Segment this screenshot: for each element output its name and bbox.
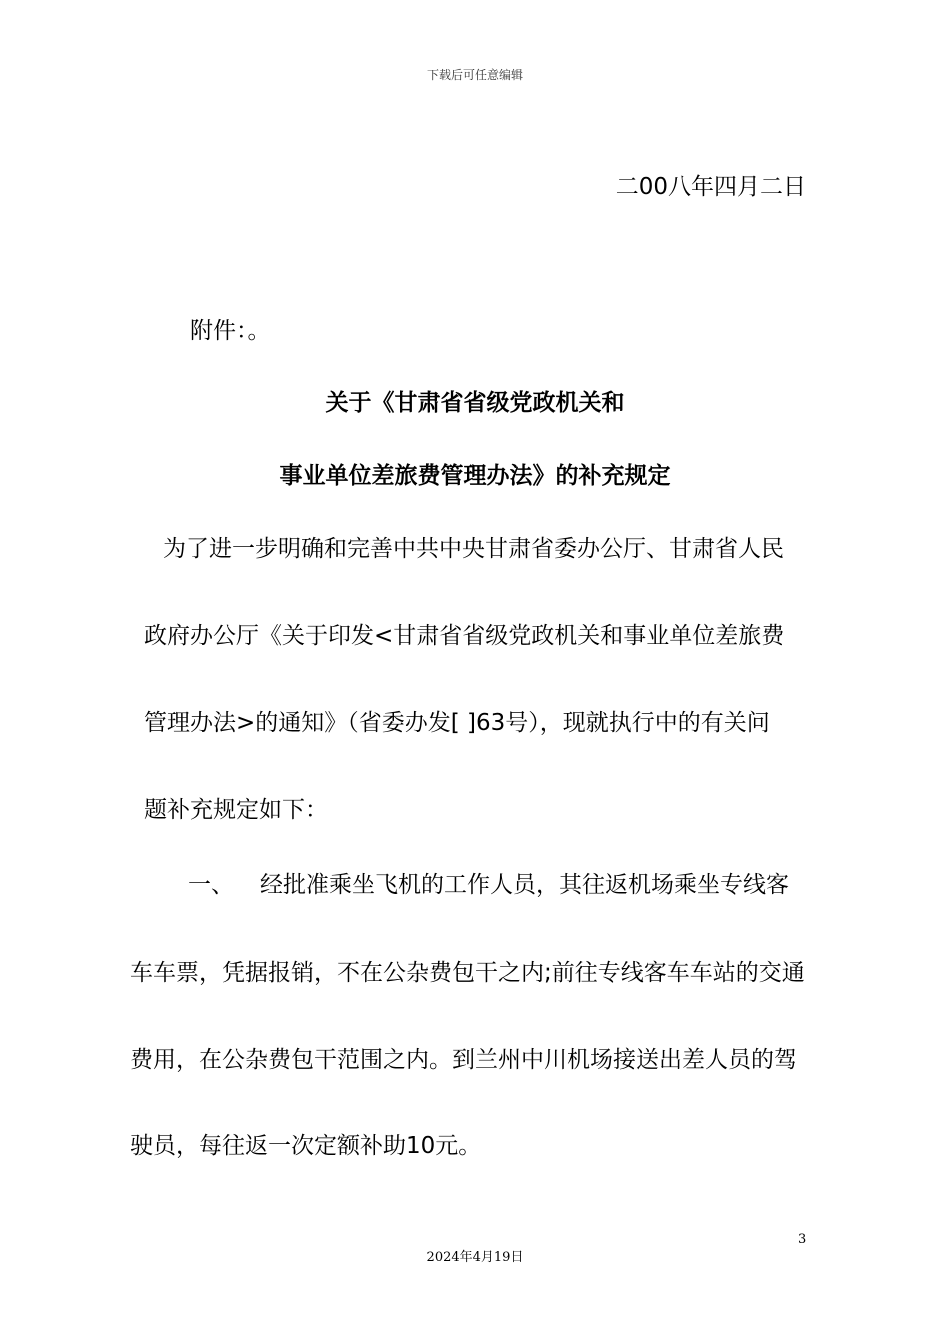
intro-line: 管理办法>的通知》（省委办发[ ]63号），现就执行中的有关问 (144, 710, 770, 736)
document-title-line-2: 事业单位差旅费管理办法》的补充规定 (279, 463, 671, 489)
item-1-line: 车车票，凭据报销，不在公杂费包干之内;前往专线客车车站的交通 (130, 960, 805, 986)
item-1-number: 一、 (188, 872, 234, 898)
item-1-line: 驶员，每往返一次定额补助10元。 (130, 1133, 482, 1159)
intro-line: 政府办公厅《关于印发<甘肃省省级党政机关和事业单位差旅费 (144, 623, 785, 649)
item-1-line: 费用，在公杂费包干范围之内。到兰州中川机场接送出差人员的驾 (130, 1047, 797, 1073)
document-title-line-1: 关于《甘肃省省级党政机关和 (325, 390, 625, 416)
intro-line: 为了进一步明确和完善中共中央甘肃省委办公厅、甘肃省人民 (163, 536, 784, 562)
page-number: 3 (798, 1232, 807, 1247)
attachment-label: 附件：。 (190, 318, 271, 344)
footer-date: 2024年4月19日 (426, 1250, 524, 1265)
item-1-line: 经批准乘坐飞机的工作人员，其往返机场乘坐专线客 (260, 872, 789, 898)
document-date: 二00八年四月二日 (615, 174, 806, 200)
intro-line: 题补充规定如下： (144, 797, 328, 823)
header-note: 下载后可任意编辑 (426, 68, 523, 82)
